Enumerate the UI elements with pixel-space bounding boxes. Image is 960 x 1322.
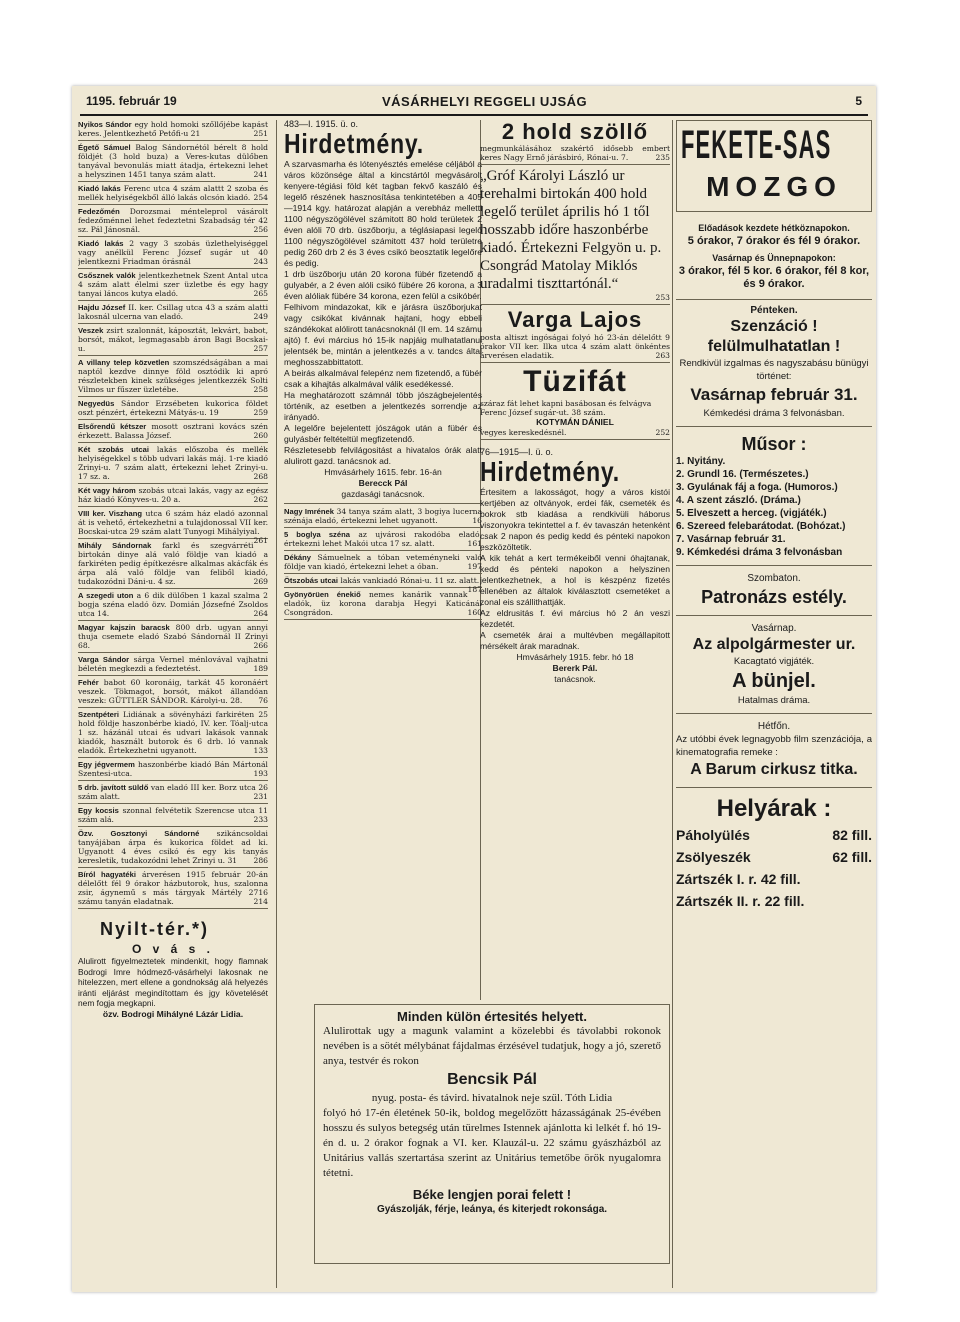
ad-number: 16 [472,516,482,525]
price-row [676,868,872,890]
price-row [676,846,872,868]
ad-number: 252 [655,428,670,437]
ad-lead: A szegedi uton [78,591,134,600]
farewell: Béke lengjen porai felett ! [412,1187,572,1202]
price-value: 82 fill. [832,827,872,843]
ad-number: 258 [253,385,268,394]
ad-text: jelentkezhetnek Szent Antal utca 4 szám alatt élelmi szer üzletbe és egy hagy tanyai láncos kutya eladó. [78,271,268,298]
ad-text: Balog Sándornétól bérelt 8 hold földjét (3 hold buza) a Veres-kutas dülőben tanyával bevonulás miatt átadja, értekezni lehet a helyszinen 1451 tanya szám alatt. [78,143,268,179]
ad-number: 251 [253,129,268,138]
divider [676,426,872,427]
ad-text: utca 6 szám ház eladó azonnal át is vehető, értekezhetni a tulajdonossal VII ker. Bocskai-utca 29 szám alatt Tunyogi Mihályiyal. [78,509,268,536]
classified-ad [78,760,268,781]
classified-ad [78,655,268,676]
classified-list [284,507,482,620]
ad-text: az ujvárosi rakodóba eladó, értekezni lehet Makói utca 17 sz. alatt. [284,530,482,548]
classified-ad [78,143,268,182]
deceased-name: Bencsik Pál [447,1071,537,1088]
ad-number: 268 [253,472,268,481]
classified-ad [78,326,268,356]
film-title: A bünjel. [732,670,816,692]
program-heading: Műsor : [741,434,807,454]
divider [676,299,872,300]
announcement-signer-role: gazdasági tanácsnok. [284,489,482,504]
program-item: 5. Elveszett a herceg. (vigjáték.) [676,508,827,519]
classified-ad [78,710,268,758]
film-genre: Kacagtató vigjáték. [733,656,815,667]
classified-ad [78,678,268,708]
ad-lead: Elsőrendű kétszer [78,422,147,431]
vineyard-ad [480,144,670,165]
ad-text: Ferenc utca 4 szám alattt 2 szoba és mellék helyiségekből álló lakás olcsón kiadó. [78,184,268,202]
announcement-p4: A beirás alkalmával felepénz nem fizetendő, a fübér csak a kihajtás alkalmával válik esedékessé. [284,368,482,389]
ad-lead: 5 boglya széna [284,530,350,539]
cinema-header-box [676,120,872,212]
column-divider [672,120,673,1288]
nursery-p3: Az eldrusitás f. évi március hó 2 án veszi kezdetét. [480,608,670,629]
firewood-heading: Tüzifát [523,365,627,398]
classified-ad [78,829,268,868]
ad-text: szomszédságában a mai naptól kezdve dinnye föld osztódik ki apró részletekben kinek szükséges jelentkezzék Solti Vilmos ur fűszer üzletébe. [78,358,268,394]
firewood-seller: KOTYMÁN DÁNIEL [536,417,614,427]
ad-text: babot 60 koronáig, tarkát 45 koronáért veszek. Tökmagot, borsót, mákot állandóan veszek: GÜTTLER SÁNDOR. Károlyi-u. 28. [78,678,268,705]
deceased-role: nyug. posta- és távird. hivatalnok neje szül. Tóth Lidia [371,1092,613,1104]
ad-text: Dorozsmai ménteleprol vásárolt fedezőménnel lehet fedeztetni Szabadság tér 42 sz. Pál Jánosnál. [78,207,268,234]
classified-ad [78,271,268,301]
ad-number: 253 [655,293,670,302]
nursery-place-date: Hmvásárhely 1915. febr. hó 18 [516,652,634,662]
ad-text: haszonbérbe kiadó Bán Mártonál Szentesi-utca. [78,760,268,778]
ad-lead: 5 drb. javított süldő [78,783,149,792]
ad-lead: Egy kocsis [78,806,119,815]
masthead [72,94,876,114]
ad-text: mosott osztrani kovács szén érkezett. Balassa József. [78,422,268,440]
weekday-times: 5 órakor, 7 órakor és fél 9 órakor. [687,235,861,247]
ad-number: 286 [253,856,268,865]
film-genre: Hatalmas dráma. [737,695,811,706]
ad-number: 214 [253,897,268,906]
announcement-place-date: Hmvásárhely 1615. febr. 16-án [324,467,442,477]
classified-ad [284,590,482,620]
ovas-text: Alulirott figyelmeztetek mindenkit, hogy flamnak Bodrogi Imre hódmező-vásárhelyi lakosnak ne hitelezzen, mert ellene a gondnokság alá helyezés iránti eljárást megindítottam és jgy követelését nem fogja megkapni. [78,956,268,1008]
saturday-heading: Szombaton. [747,573,801,584]
monday-heading: Hétfőn. [757,721,791,732]
nursery-p2: A kik tehát a kert termékeiből venni óhajtanak, kedd és pénteki napokon a helyszinen jelentkezhetnek, a hol is készpénz fizetés ellenében az általok kiválasztott csemetéket a zonal eis szállithattják. [480,553,670,607]
film-title: Az alpolgármester ur. [692,636,856,653]
nyilt-ter-heading: Nyilt-tér.*) [100,919,210,939]
sunday-heading: Vasárnap. [751,623,797,634]
price-label: Zártszék I. r. 42 fill. [676,871,801,887]
ad-lead: Csősznek valók [78,271,136,280]
classified-ad [284,507,482,528]
ad-text: nemes kanárik vannak eladók, üz korona darabja Hegyi Katicánál Csongrádon. [284,590,482,617]
ad-lead: Két vagy három [78,486,136,495]
ad-lead: Nagy Imrének [284,507,334,516]
announcement-p2: 1 drb üszőborju után 20 korona fübér fizetendő a gulyabér, a 2 éven alóli csikó fübére 26 korona, a 3 éven alóliak fübére 34 korona, ezen felül a csikóbér. [284,269,482,301]
ad-number: 269 [253,577,268,586]
ad-number: 265 [253,289,268,298]
nursery-p4: A csemeték árai a multévben megállapitott mérsékelt árak maradnak. [480,630,670,651]
ad-number: 189 [253,664,268,673]
announcement-p6: A legelőre bejelentett jószágok után a fübér és gulyásbér feltételtül megfizetendő. [284,423,482,444]
price-row [676,890,872,912]
ad-lead: Fehér [78,678,99,687]
notice-title: Minden külön értesités helyett. [397,1009,587,1024]
sensation-text: Rendkivül izgalmas és nagyszabásu bünügyi történet: [679,358,869,382]
program-item: 6. Szereed felebarátodat. (Bohózat.) [676,521,846,532]
notice-text: Alulirottak ugy a magunk valamint a közelebbi és távolabbi rokonok nevében is a sötét mélybánat fájdalmas érzésével tudatjuk, hogy a jó, szerető anya, testvér és rokon [323,1025,661,1067]
classified-ad [78,358,268,397]
divider [676,615,872,616]
classified-ad [78,207,268,237]
announcement-p5: Ha meghatározott számnál több jószágbejelentés történik, az esetben a jelentkezés sorrendje az irányadó. [284,390,482,422]
monday-text: Az utóbbi évek legnagyobb film szenzációja, a kinematografia remeke : [676,734,872,758]
column-divider [276,120,277,1288]
death-notice [314,1004,670,1264]
classifieds-column [78,120,268,1288]
classified-ad [78,509,268,545]
ad-number: 243 [253,257,268,266]
ad-number: 264 [253,609,268,618]
ad-lead: Gyönyörüen énekiő [284,590,361,599]
program-list [676,455,872,559]
announcement-number: 76—1915—I. ü. o. [480,447,554,457]
classified-ad [78,623,268,653]
classified-ad [78,120,268,141]
classified-ad [78,870,268,909]
price-list [676,824,872,912]
announcement-column [284,120,482,1010]
ad-number: 261 [253,536,268,545]
ad-text: 34 tanya szám alatt, 3 bogiya lucerna szénája eladó, értekezni lehet ugyanott. [284,507,482,525]
ad-number: 259 [253,408,268,417]
ad-lead: Nyikos Sándor [78,120,132,129]
ad-number: 161 [467,539,482,548]
ad-text: egy hold homoki szőllőjébe kapást keres. Jelentkezhető Petőfi-u 21 [78,120,268,138]
program-item: 4. A szent zászló. (Dráma.) [676,495,801,506]
ad-lead: Ötszobás utcai [284,576,339,585]
classified-ad [78,541,268,589]
ad-lead: Kiadó lakás [78,239,124,248]
ad-text: II. ker. Csillag utca 43 a szám alatti lakosnál ulcerna van eladó. [78,303,268,321]
classified-ad [78,486,268,507]
auction-heading: Varga Lajos [507,307,643,332]
ad-text: Lidiának a sövényházi farkiréten 25 hold földje haszonbérbe kiadó, IV. ker. Tóalj-utca 1 sz. házánál utcai és udvari lakások vannak kiadók, használt butorok és 6 drb. ló vannak eladók. Értekezhetni ugyanott. [78,710,268,755]
ad-text: lakás előszoba és mellék helyiségekkel s több udvari lakás máj. 1-re kiadó Zrinyi-u. 7 szám alatt, értekezni lehet Zrinyi-u. 17 sz. a. [78,445,268,481]
cinema-type: MOZGO [706,171,842,202]
sunday-times-title: Vasárnap és Ünnepnapokon: [712,253,836,263]
classified-ad [78,591,268,621]
newspaper-page [72,86,876,1292]
film-title: A Barum cirkusz titka. [690,761,858,778]
classified-ad [78,239,268,269]
ad-lead: Mihály Sándornak [78,541,152,550]
classified-ad [78,303,268,324]
ad-number: 193 [253,769,268,778]
ad-number: 231 [253,792,268,801]
ad-lead: Egy jégvermem [78,760,135,769]
sunday-times: 3 órakor, fél 5 kor. 6 órakor, fél 8 kor, és 9 órakor. [678,265,870,290]
ad-text: szonnal felvétetik Szerencse utca 11 szám alá. [78,806,268,824]
ad-number: 262 [253,495,268,504]
price-label: Zártszék II. r. 22 fill. [676,893,805,909]
masthead-rule [80,114,868,116]
divider [676,787,872,788]
ad-lead: Özv. Gosztonyi Sándorné [78,829,200,838]
auction-text: posta altiszt ingóságai folyó hó 23-án délelőtt 9 órakor VII ker. Ilka utca 4 szám alatt önkéntes árverésen eladatik. [480,333,670,360]
weekday-times-title: Előadások kezdete hétköznapokon. [698,223,850,233]
ad-number: 233 [253,815,268,824]
ad-number: 241 [253,170,268,179]
ad-lead: Bíról hagyatéki [78,870,136,879]
mourners: Gyászolják, férje, leánya, és kiterjedt rokonsága. [376,1204,608,1215]
classified-ad [284,530,482,551]
classified-ad [284,553,482,574]
ad-lead: Negyedüs [78,399,115,408]
ad-lead: Fedezőmén [78,207,120,216]
ad-text: Sándor Erzsébeten kukorica földet oszt pénzért, értekezni Mátyás-u. 19 [78,399,268,417]
program-item: 3. Gyulának fáj a foga. (Humoros.) [676,482,838,493]
cinema-column [676,120,872,1288]
program-item: 7. Vasárnap február 31. [676,534,786,545]
firewood-seller-type: vegyes kereskedésnél. [480,428,567,437]
divider [676,565,872,566]
announcement-p3: Felhivom mindazokat, kik e járásra üszőborjukat vagy csikókat kivánnak hajtani, hogy ebbeli szándékokat alólirott tanácsnoknál (II em. 14 számu ajtó) f. évi március hó 15-ik napjáig mulhatatlanul jelentsék be, mintán a jelentkezés a v. tandcs által meghosszabbittatott. [284,302,482,367]
ad-number: 235 [655,153,670,162]
ad-number: 160 [467,608,482,617]
ad-text: Sámuelnek a tóban veteményneki való földje van kiadó, értekezni lehet a óban. [284,553,482,571]
ad-number: 260 [253,431,268,440]
nursery-signer-role: tanácsnok. [554,674,596,684]
ad-text: szikáncsoldai tanyájában árpa és kukorica földet ad ki. Ugyanott 4 éves csikó és egy kis tanyás keresletik, tudakozódni lehet Zrinyi u. 31 [78,829,268,865]
ad-text: farkl és szegvárréti birtokán dinye alá való földje van kiadó a farkiréten pedig építkezésre alkalmas akácfák és árpa alá való földje van feliből kiadó, tudakozódni Dáni-u. 4 sz. [78,541,268,586]
ad-lead: A villany telep közvetlen [78,358,170,367]
ad-text: árverésen 1915 február 20-án délelőtt fél 9 órakor házbutorok, hus, szalonna zsir, ágynemű s más tárgyak Mártély 2716 számu tanyán eladatnak. [78,870,268,906]
cinema-name: FEKETE-SAS [681,123,832,167]
ad-number: 133 [253,746,268,755]
ad-text: sárga Vernel ménlovával vajhatni béletén megkezdi a fedeztetést. [78,655,268,673]
ad-text: 800 drb. ugyan annyi thuja csemete eladó Szabó Sándornál II Zrinyi 68. [78,623,268,650]
notice-text2: folyó hó 17-én életének 50-ik, boldog megelőzött házasságának 25-évében hosszu és sulyos betegség után türelmes Istennek ajánlotta ki lelkét f. hó 19-én d. u. 2 órakor fognak a VI. ker. Klauzál-u. 22 számu gyászházból az Unitárius vallás szertartása szerint az Unitárius temetőbe örök nyugalomra tétetni. [323,1107,661,1179]
ad-text: zsirt szalonnát, káposztát, lekvárt, babot, borsót, mákot, legmagasabb áron Bagi Bocskai-u. [78,326,268,353]
ovas-heading: O v á s . [131,942,215,956]
classified-ad [78,422,268,443]
ad-text: a 6 dik dülőben 1 kazal szalma 2 bogja széna eladó özv. Domián Józsefné Zsoldos utca 14. [78,591,268,618]
ad-lead: Kiadó lakás [78,184,121,193]
program-item: 9. Kémkedési dráma 3 felvonásban [676,547,843,558]
page-number: 5 [855,94,862,108]
ad-lead: Hajdu József [78,303,126,312]
ad-number: 254 [253,193,268,202]
price-label: Zsölyeszék [676,849,751,865]
ad-text: 2 vagy 3 szobás üzlethelyiséggel vagy anélkül Ferenc József sugár ut 40 jelentkezni Friadman órásnál [78,239,268,266]
issue-date: 1195. február 19 [86,94,177,108]
announcement-signer: Berecck Pál [358,478,408,488]
ad-number: 197 [467,562,482,571]
price-label: Páholyülés [676,827,750,843]
ovas-signature: özv. Bodrogi Mihályné Lázár Lidia. [102,1008,244,1019]
classified-ad [78,184,268,205]
classified-ad [78,399,268,420]
ad-lead: Varga Sándor [78,655,130,664]
price-row [676,824,872,846]
classified-ad [78,806,268,827]
price-value: 62 fill. [832,849,872,865]
ad-lead: Két szobás utcai [78,445,149,454]
announcement-p7: Részletesebb felvilágositást a hivatalos órák alatt alulirott gazd. tanácsnok ad. [284,445,482,466]
ad-lead: VIII ker. Viszhang [78,509,142,518]
ad-lead: Szentpéteri [78,710,119,719]
classified-ad [78,783,268,804]
ad-text: van eladó III ker. Borz utca 26 szám alatt. [78,783,268,801]
vineyard-text: megmunkálásához szakértő idősebb embert keres Nagy Ernő járásbiró, Rónai-u. 7. [480,144,670,162]
ad-lead: Égető Sámuel [78,143,131,152]
vineyard-heading: 2 hold szöllő [501,120,649,144]
nursery-signer: Bererk Pál. [552,663,598,673]
showtimes [676,222,872,291]
ad-lead: Dékány [284,553,312,562]
pasture-ad: „Gróf Károlyi László ur terehalmi birtokán 400 hold legelő terület április hó 1 től hosszabb időre haszonbérbe kiadó. Értekezni Felgyön u. p. Csongrád Matolay Miklós uradalmi tiszttartónál.“ [480,168,662,292]
announcement-title: Hirdetmény. [480,456,621,487]
ad-number: 266 [253,641,268,650]
ads-column [480,120,670,1006]
ad-lead: Veszek [78,326,104,335]
program-item: 1. Nyitány. [676,456,726,467]
ad-number: 249 [253,312,268,321]
announcement-title: Hirdetmény. [284,128,425,159]
ad-number: 256 [253,225,268,234]
program-item: 2. Grundl 16. (Természetes.) [676,469,809,480]
announcement-number: 483—I. 1915. ü. o. [284,120,359,129]
ad-text: szobás utcai lakás, vagy az egész ház kiadó Könyves-u. 20 a. [78,486,268,504]
ad-text: lakás vankiadó Rónai-u. 11 sz. alatt. [340,576,480,585]
classified-ad [284,576,482,594]
nursery-p1: Értesitem a lakosságot, hogy a város kistói kertjében az oltványok, erdei fák, csemeték és bokrok stb kiadása a rendkivüli háborus viszonyokra tekintettel a f. év tavaszán hetenként csak 2 napon és pedig kedd és pénteki napokon eszközöltetik. [480,487,670,552]
prices-heading: Helyárak : [716,795,832,822]
film-genre: Kémkedési dráma 3 felvonásban. [703,408,845,419]
ad-lead: Magyar kajszin baracsk [78,623,170,632]
auction-ad [480,333,670,363]
classified-ad [78,445,268,484]
patron-evening: Patronázs estély. [701,587,847,607]
ad-number: 257 [253,344,268,353]
classified-list [78,120,268,909]
ad-number: 263 [655,351,670,360]
newspaper-title: VÁSÁRHELYI REGGELI UJSÁG [382,94,588,109]
firewood-text: száraz fát lehet kapni basábosan és felvágva Ferenc József sugár-ut. 38 szám. [480,399,652,417]
ad-number: 187 [467,585,482,594]
film-date: Vasárnap február 31. [690,385,858,404]
ad-number: 76 [258,696,268,705]
divider [676,713,872,714]
pasture-number-row [480,293,670,305]
friday-heading: Pénteken. [750,305,798,316]
sensation-heading: Szenzáció ! felülmulhatatlan ! [707,318,841,355]
announcement-p1: A szarvasmarha és lótenyésztés emelése céljából a város közönsége által a kincstártól megvásárolt kenyere-tégiási föld két tagban fekvő kaszáló és legelő részének hasznosítása tenkintetében a 405—1914 kgy. határozat alapján a verebház melletti 1100 négyszögölével számitott 80 hold területek 2 éven alóli 70 drb. üszőborju, a téglásiapasi legelő 1100 négyszögölével számitott 437 hold területre pedig 260 drb 2 és 3 éves csikó beosztatik legelőre és pedig. [284,159,482,268]
firewood-sub-row [480,428,670,440]
